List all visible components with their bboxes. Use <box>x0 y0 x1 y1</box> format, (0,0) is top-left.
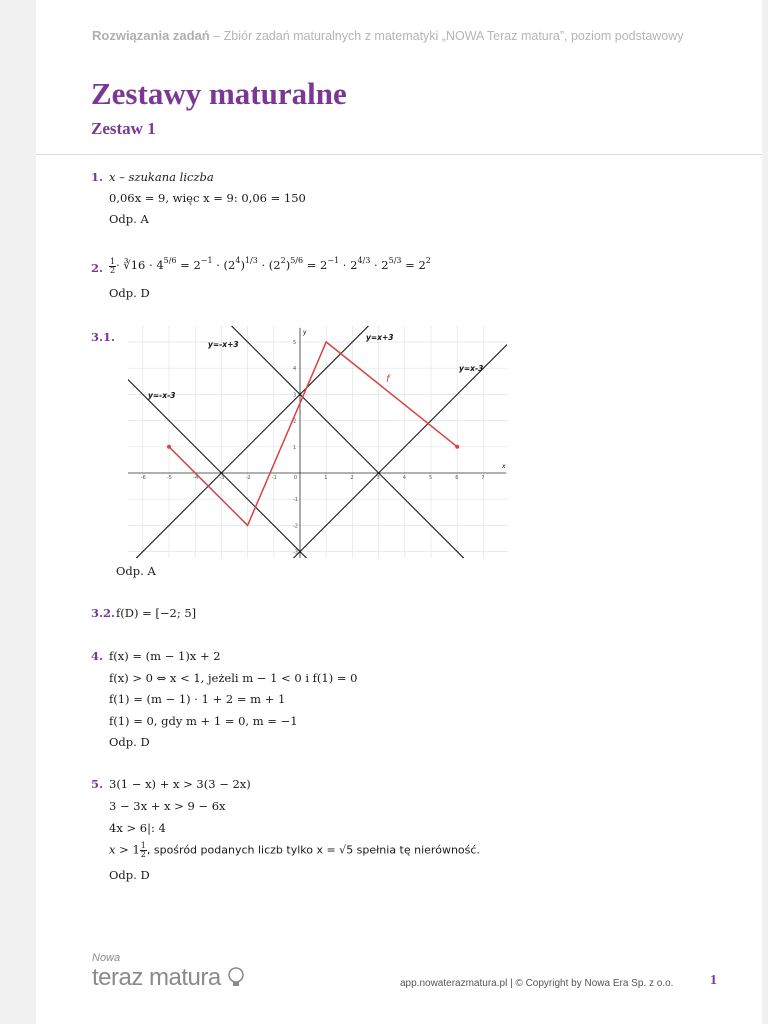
y-tick-label: -2 <box>293 523 298 530</box>
y-tick-label: 1 <box>293 444 297 451</box>
brand-logo <box>92 952 247 992</box>
line-label: y=-x+3 <box>208 340 239 349</box>
x-tick-label: 1 <box>324 475 328 481</box>
task-3-1-number: 3.1. <box>91 330 116 344</box>
task-3-1-answer: Odp. A <box>116 564 156 578</box>
task-2-answer: Odp. D <box>109 286 150 300</box>
line-label: y=-x-3 <box>148 391 176 400</box>
task-4-line-1: f(x) = (m − 1)x + 2 <box>109 649 221 663</box>
copyright: app.nowaterazmatura.pl | © Copyright by Nowa Era Sp. z o.o. <box>400 978 674 989</box>
lightbulb-icon <box>225 966 247 988</box>
x-tick-label: 3 <box>376 475 380 481</box>
left-margin <box>0 0 36 1024</box>
function-f-label: f <box>386 374 390 385</box>
x-tick-label: -2 <box>245 475 251 481</box>
task-2-number: 2. <box>91 261 104 275</box>
page-number: 1 <box>710 973 717 988</box>
task-3-2-number: 3.2. <box>91 606 116 620</box>
function-graph <box>128 326 508 558</box>
divider <box>36 154 762 155</box>
task-5-line-1: 3(1 − x) + x > 3(3 − 2x) <box>109 777 251 791</box>
task-4-line-2: f(x) > 0 ⇔ x < 1, jeżeli m − 1 < 0 i f(1) = 0 <box>109 671 358 685</box>
y-tick-label: 2 <box>293 418 297 425</box>
x-tick-label: -4 <box>193 475 199 481</box>
brand-logo-text: teraz matura <box>92 964 221 991</box>
header-bold: Rozwiązania zadań <box>92 28 210 43</box>
x-tick-label: -1 <box>271 475 277 481</box>
x-tick-label: -3 <box>219 475 225 481</box>
task-4-answer: Odp. D <box>109 735 150 749</box>
y-tick-label: 4 <box>293 366 297 373</box>
task-4-line-4: f(1) = 0, gdy m + 1 = 0, m = −1 <box>109 714 298 728</box>
task-5-answer: Odp. D <box>109 868 150 882</box>
function-f-endpoint <box>455 445 459 449</box>
x-tick-label: 5 <box>429 475 433 481</box>
page-subtitle: Zestaw 1 <box>91 119 156 138</box>
y-tick-label: -1 <box>293 497 298 504</box>
x-tick-label: -5 <box>167 475 172 481</box>
reference-line <box>128 379 507 558</box>
y-tick-label: 3 <box>293 392 297 399</box>
task-1-answer: Odp. A <box>109 212 149 226</box>
line-label: y=x-3 <box>459 364 484 373</box>
task-4-line-3: f(1) = (m − 1) · 1 + 2 = m + 1 <box>109 692 286 706</box>
x-tick-label: -6 <box>140 475 146 481</box>
function-f-endpoint <box>167 445 171 449</box>
x-tick-label: 4 <box>402 475 406 481</box>
x-tick-label: 6 <box>455 475 459 481</box>
task-2-fraction: $\frac{1}{2}$ <box>110 256 116 275</box>
x-tick-label: 0 <box>294 475 298 481</box>
task-1-line-1: x – szukana liczba <box>109 170 214 184</box>
task-4-number: 4. <box>91 649 104 663</box>
function-f-line <box>169 342 457 525</box>
brand-logo-nowa: Nowa <box>92 952 121 964</box>
right-margin <box>762 0 768 1024</box>
task-5-number: 5. <box>91 777 104 791</box>
task-5-line-4: x > 1 $\frac{1}{2}$ , spośród podanych liczb tylko x = √5 spełnia tę nierówność. <box>109 841 480 859</box>
task-3-2-text: f(D) = [−2; 5] <box>116 606 197 620</box>
line-label: y=x+3 <box>366 333 394 342</box>
y-tick-label: 5 <box>293 340 297 346</box>
page-header <box>92 28 684 43</box>
task-5-line-2: 3 − 3x + x > 9 − 6x <box>109 799 226 813</box>
task-1-line-2: 0,06x = 9, więc x = 9: 0,06 = 150 <box>109 191 306 205</box>
task-5-fraction: $\frac{1}{2}$ <box>140 841 146 859</box>
x-axis-label: x <box>502 463 506 470</box>
header-text: – Zbiór zadań maturalnych z matematyki „NOWA Teraz matura”, poziom podstawowy <box>209 29 684 43</box>
page-title: Zestawy maturalne <box>91 76 347 111</box>
task-2-expression: $\frac{1}{2}$ · ∛16 · $4^{5/6} = 2^{-1} \cdot (2^4)^{1/3} \cdot (2^2)^{5/6} = 2^{-1} \cdot 2^{4/3} \cdot 2^{5/3} = 2^2$ <box>110 256 431 275</box>
task-1-number: 1. <box>91 170 104 184</box>
y-tick-label: -3 <box>293 549 298 556</box>
x-tick-label: 7 <box>481 475 485 481</box>
x-tick-label: 2 <box>350 475 354 481</box>
y-axis-label: y <box>303 329 307 336</box>
task-5-line-3: 4x > 6|: 4 <box>109 821 166 835</box>
